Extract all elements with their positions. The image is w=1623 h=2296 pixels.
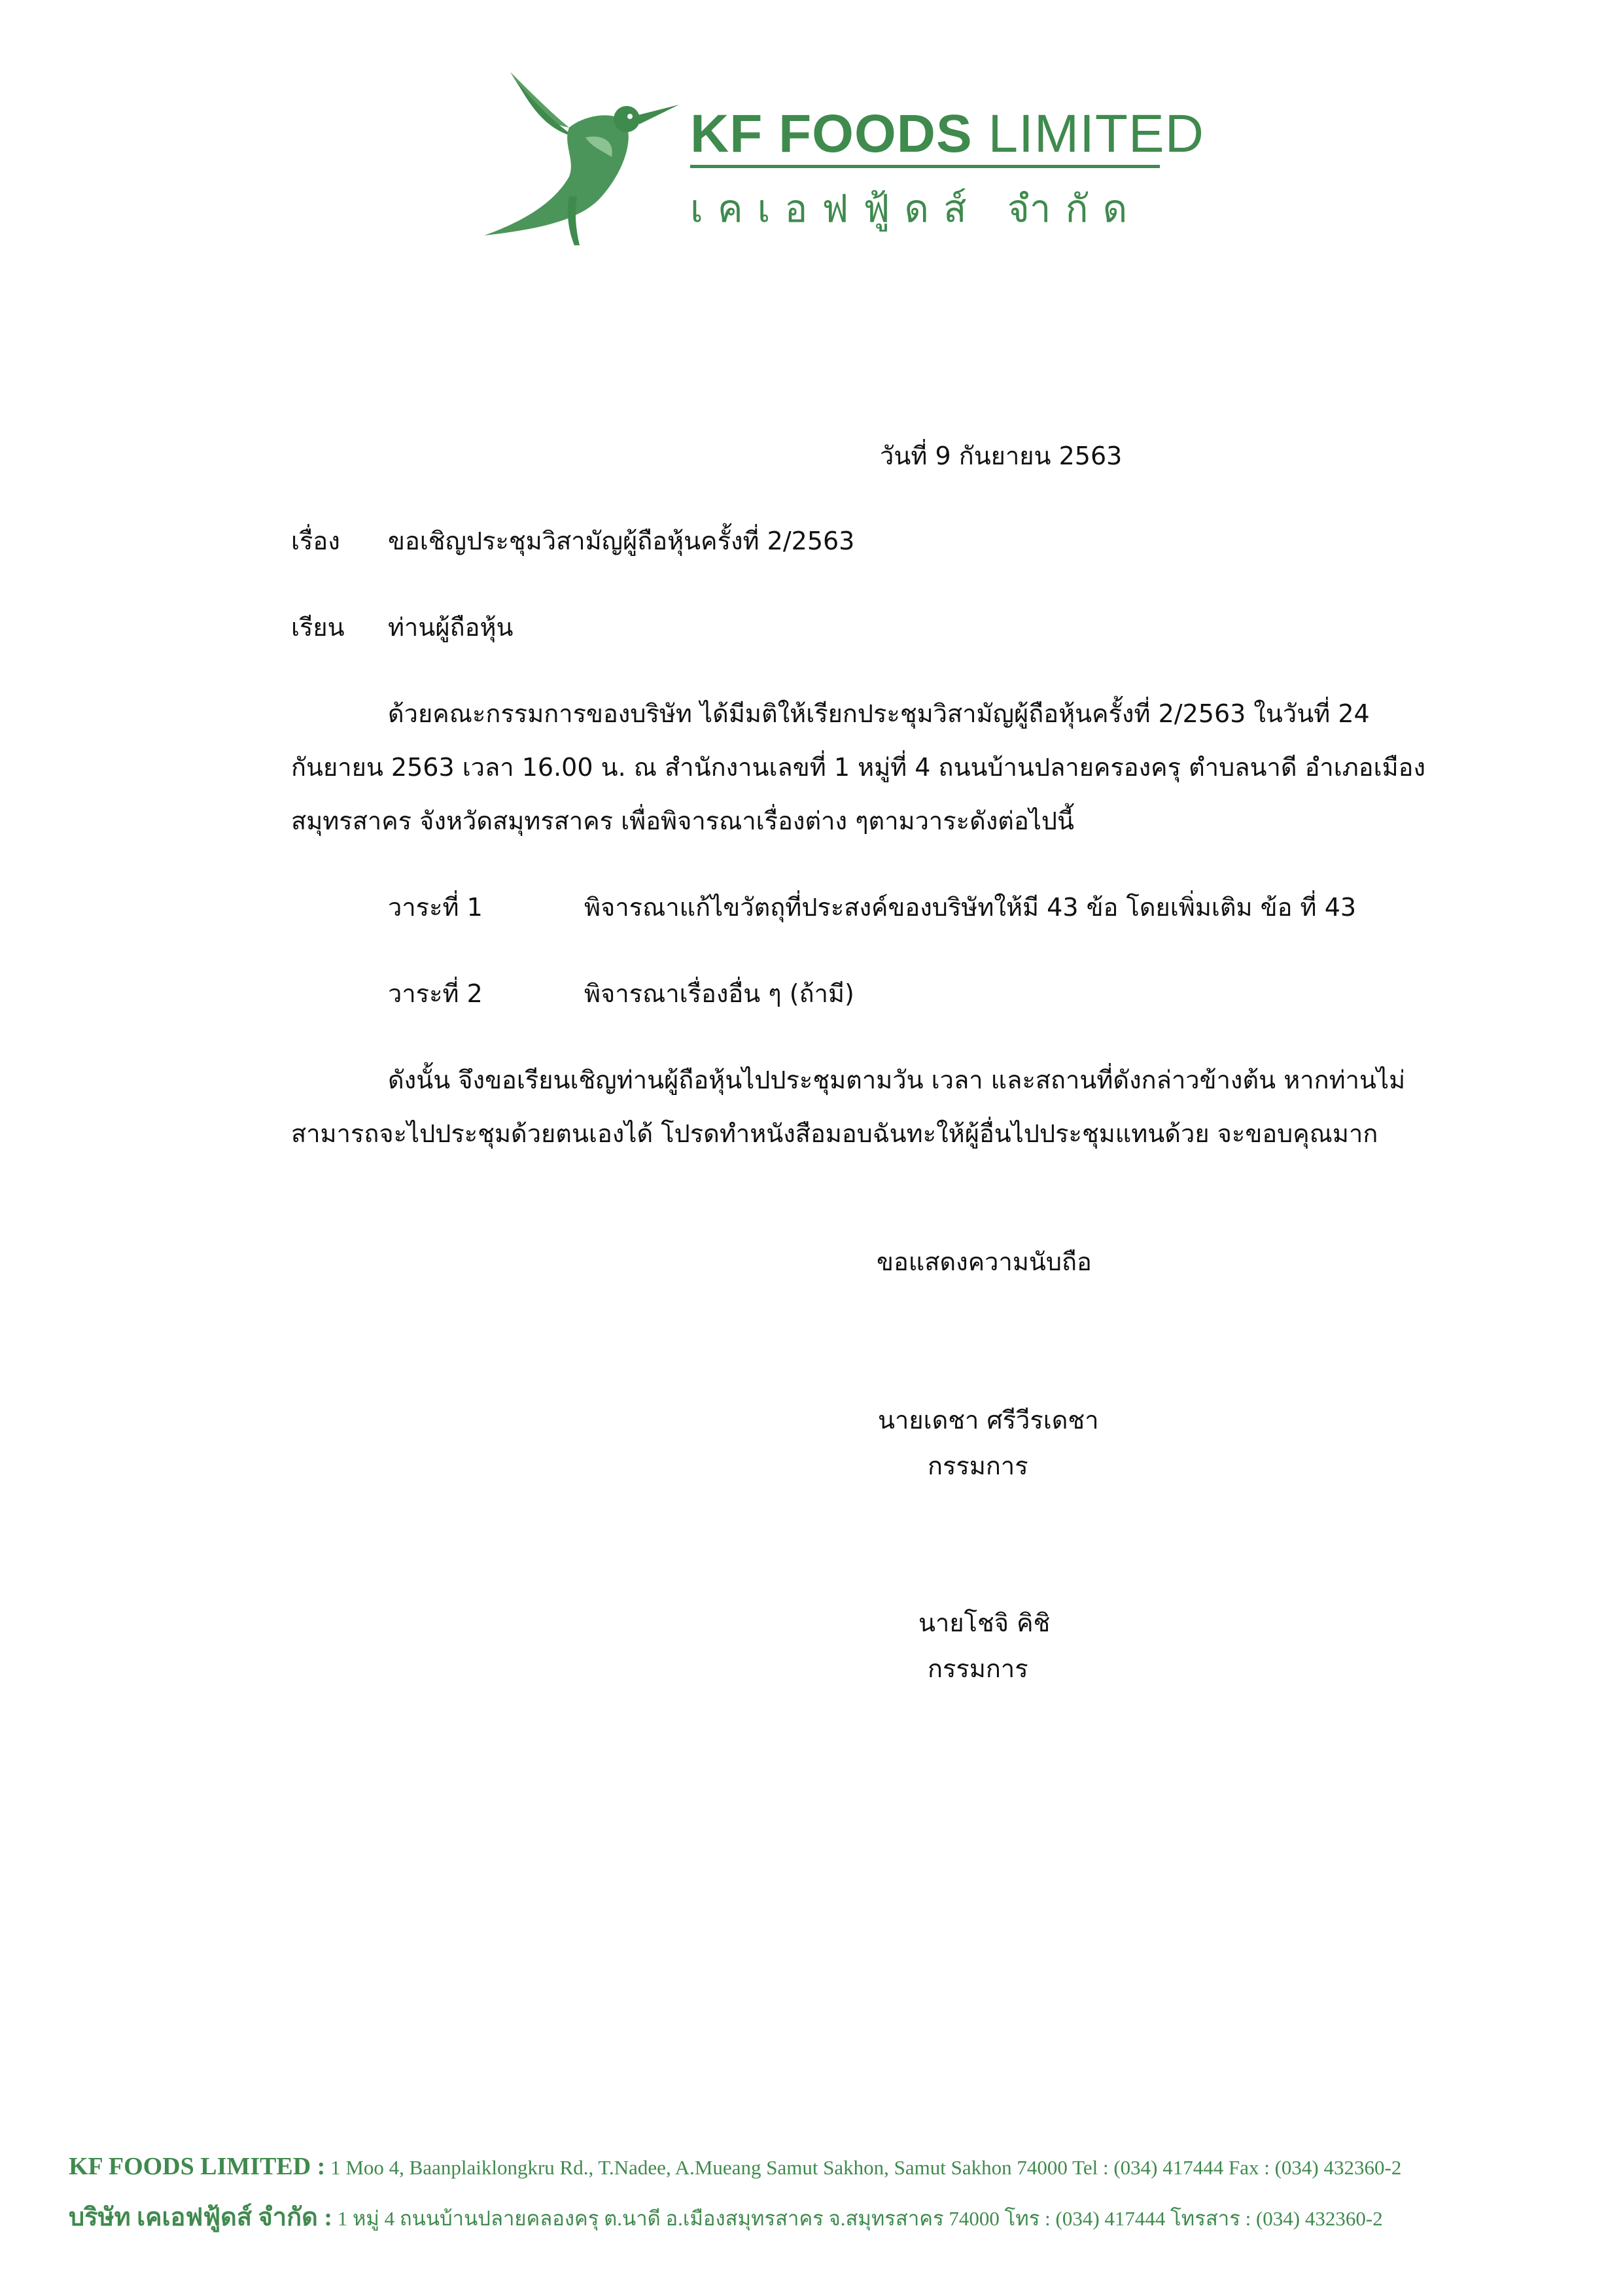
company-name-en-light: LIMITED (988, 104, 1204, 164)
footer-en-company: KF FOODS LIMITED : (69, 2153, 326, 2180)
agenda-label: วาระที่ 1 (388, 893, 483, 922)
footer-th-company: บริษัท เคเอฟฟู้ดส์ จำกัด : (69, 2204, 332, 2231)
footer-th-details: 1 หมู่ 4 ถนนบ้านปลายคลองครุ ต.นาดี อ.เมืองสมุทรสาคร จ.สมุทรสาคร 74000 โทร : (034) 417444 โทรสาร : (034) 432360-2 (337, 2207, 1383, 2230)
signatory-title: กรรมการ (928, 1452, 1028, 1480)
agenda-text: พิจารณาเรื่องอื่น ๆ (ถ้ามี) (584, 979, 854, 1008)
intro-line: กันยายน 2563 เวลา 16.00 น. ณ สำนักงานเลขที่ 1 หมู่ที่ 4 ถนนบ้านปลายครองครุ ตำบลนาดี อำเภอเมือง (291, 753, 1426, 782)
letter-date: วันที่ 9 กันยายน 2563 (880, 442, 1123, 470)
agenda-text: พิจารณาแก้ไขวัตถุที่ประสงค์ของบริษัทให้มี 43 ข้อ โดยเพิ่มเติม ข้อ ที่ 43 (584, 893, 1357, 922)
footer-en-details: 1 Moo 4, Baanplaiklongkru Rd., T.Nadee, A.Mueang Samut Sakhon, Samut Sakhon 74000 Tel : (034) 417444 Fax : (034) 432360-2 (330, 2156, 1402, 2179)
brand-divider (690, 165, 1160, 168)
agenda-label: วาระที่ 2 (388, 979, 483, 1008)
subject-text: ขอเชิญประชุมวิสามัญผู้ถือหุ้นครั้งที่ 2/2563 (388, 527, 855, 555)
complimentary-close: ขอแสดงความนับถือ (877, 1247, 1092, 1276)
footer-en (69, 2152, 1401, 2181)
subject-label: เรื่อง (291, 527, 340, 555)
company-name-en-bold: KF FOODS (690, 104, 973, 164)
closing-line: สามารถจะไปประชุมด้วยตนเองได้ โปรดทำหนังสือมอบฉันทะให้ผู้อื่นไปประชุมแทนด้วย จะขอบคุณมาก (291, 1119, 1378, 1148)
recipient-label: เรียน (291, 613, 345, 642)
recipient-text: ท่านผู้ถือหุ้น (388, 613, 514, 642)
company-name-th: เคเอฟฟู้ดส์ จำกัด (690, 186, 1142, 231)
intro-line: ด้วยคณะกรรมการของบริษัท ได้มีมติให้เรียกประชุมวิสามัญผู้ถือหุ้นครั้งที่ 2/2563 ในวันที่ 24 (388, 699, 1370, 728)
footer-th (69, 2197, 1383, 2236)
signatory-title: กรรมการ (928, 1654, 1028, 1683)
closing-line: ดังนั้น จึงขอเรียนเชิญท่านผู้ถือหุ้นไปประชุมตามวัน เวลา และสถานที่ดังกล่าวข้างต้น หากท่านไม่ (388, 1066, 1406, 1094)
signatory-name: นายเดชา ศรีวีรเดชา (878, 1406, 1099, 1435)
intro-line: สมุทรสาคร จังหวัดสมุทรสาคร เพื่อพิจารณาเรื่องต่าง ๆตามวาระดังต่อไปนี้ (291, 807, 1075, 835)
signatory-name: นายโชจิ คิชิ (918, 1609, 1051, 1637)
bird-logo-icon (471, 65, 680, 249)
company-name-en (690, 103, 1204, 165)
